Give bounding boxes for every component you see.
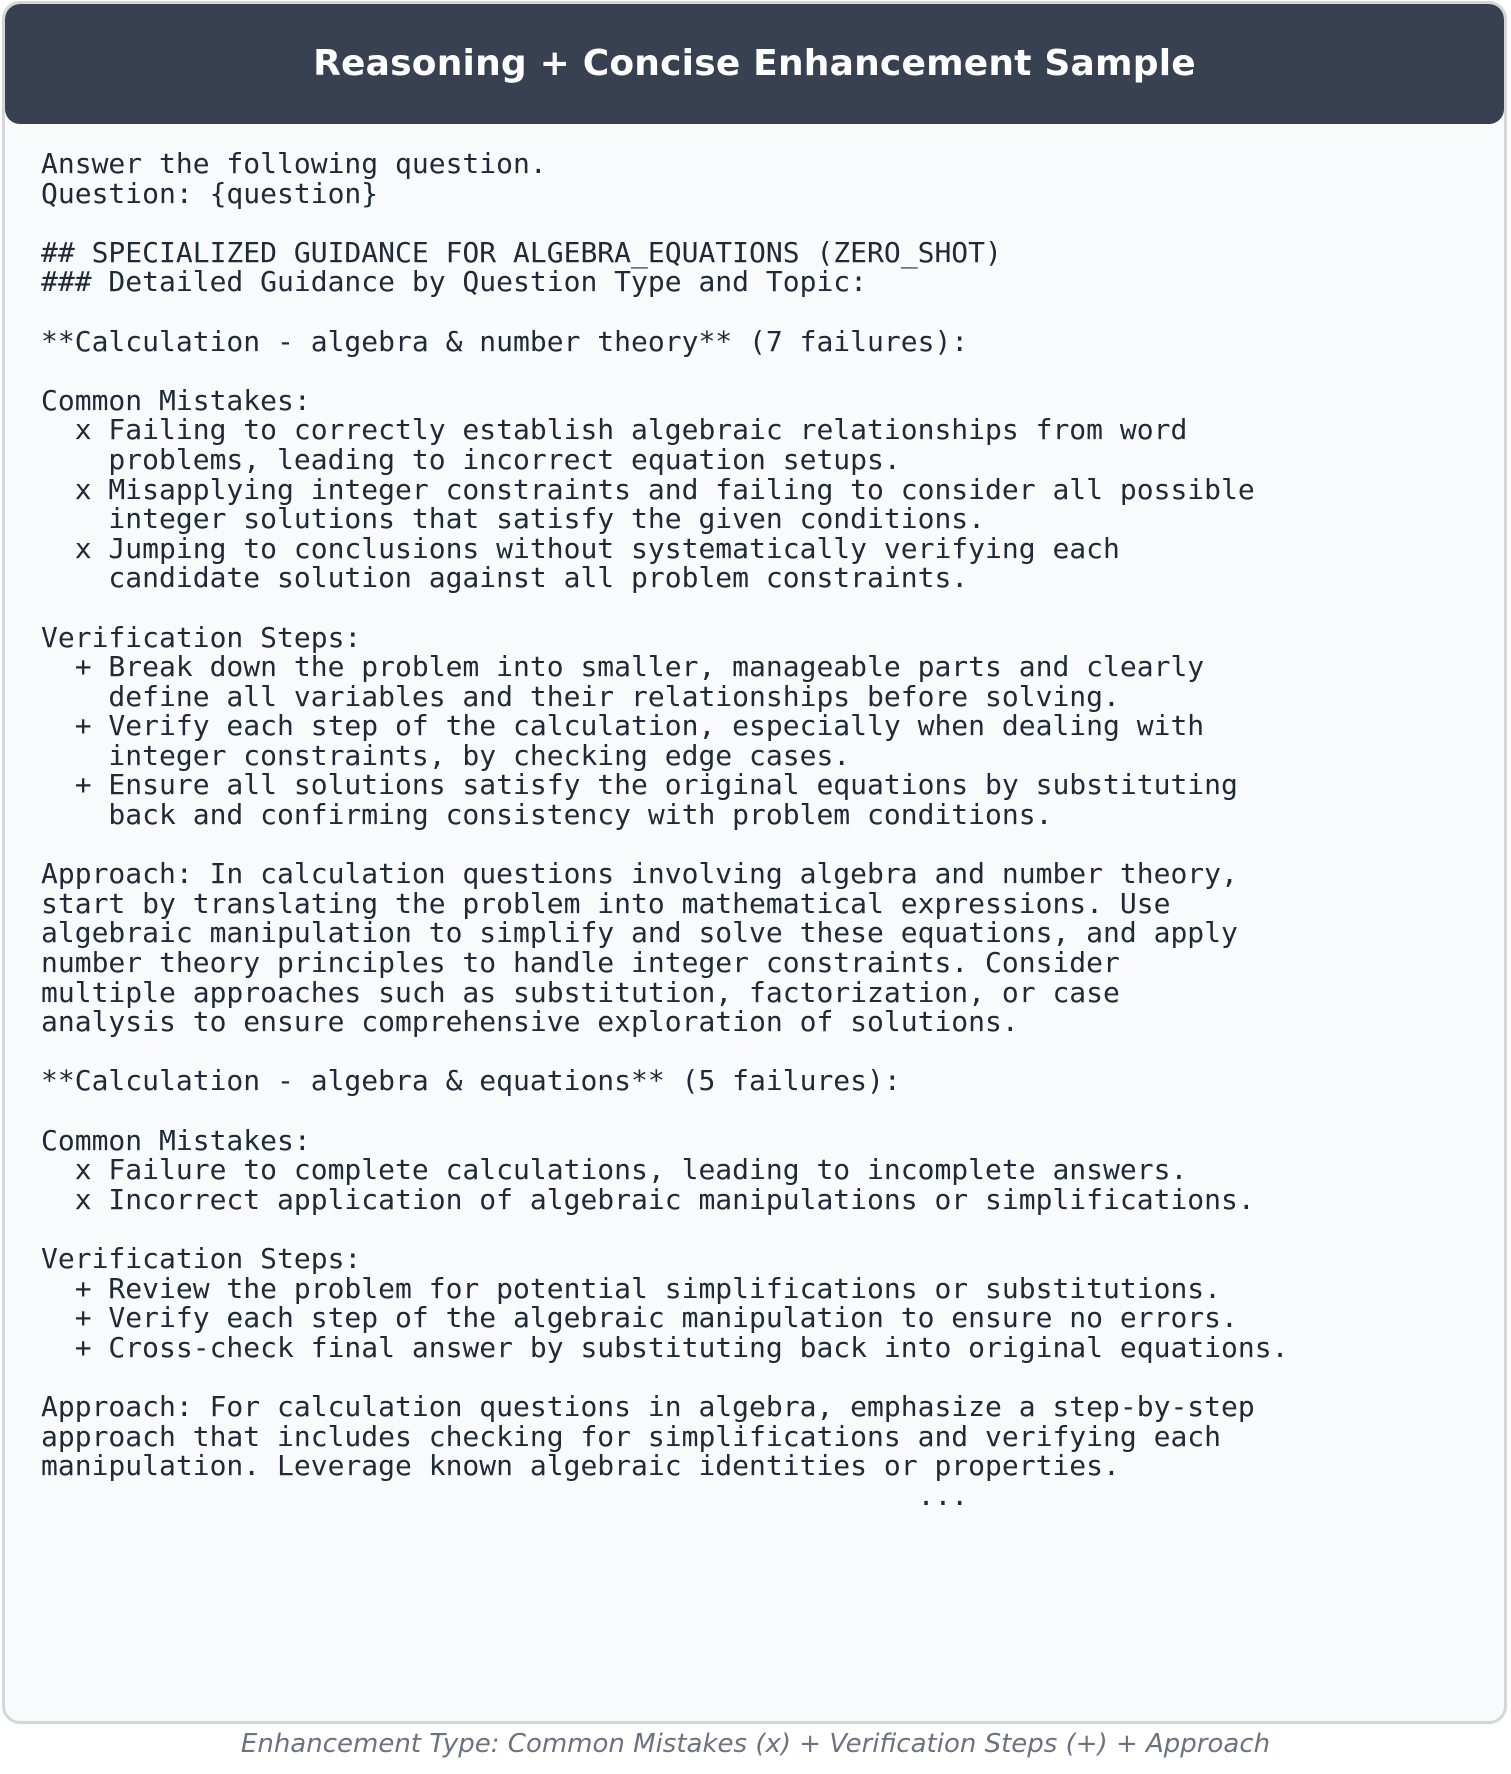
prompt-line: x Misapplying integer constraints and failing to consider all possible [41,472,1255,506]
prompt-line: Approach: For calculation questions in algebra, emphasize a step-by-step [41,1389,1255,1423]
prompt-line [41,1214,1288,1244]
card-title: Reasoning + Concise Enhancement Sample [313,42,1196,84]
prompt-line: ... [41,1478,969,1512]
prompt-line [41,208,1288,238]
enhancement-type-caption: Enhancement Type: Common Mistakes (x) + Verification Steps (+) + Approach [240,1729,1271,1759]
prompt-line: Common Mistakes: [41,383,311,417]
prompt-line: x Incorrect application of algebraic manipulations or simplifications. [41,1182,1255,1216]
prompt-card [2,1,1507,1724]
prompt-line: Common Mistakes: [41,1123,311,1157]
prompt-line: + Break down the problem into smaller, manageable parts and clearly [41,650,1205,684]
prompt-line: problems, leading to incorrect equation setups. [41,442,901,476]
prompt-line: + Verify each step of the algebraic manipulation to ensure no errors. [41,1301,1238,1335]
prompt-line: + Review the problem for potential simplifications or substitutions. [41,1271,1222,1305]
prompt-line: x Failure to complete calculations, leading to incomplete answers. [41,1153,1188,1187]
prompt-line [41,830,1288,860]
prompt-line: **Calculation - algebra & number theory** (7 failures): [41,324,969,358]
prompt-line: integer constraints, by checking edge cases. [41,738,851,772]
prompt-line: + Verify each step of the calculation, especially when dealing with [41,709,1205,743]
prompt-line: integer solutions that satisfy the given conditions. [41,502,986,536]
prompt-line: Answer the following question. [41,147,547,180]
prompt-line [41,1362,1288,1392]
prompt-text-block [41,149,1288,1510]
prompt-line: start by translating the problem into mathematical expressions. Use [41,886,1171,920]
prompt-line: Verification Steps: [41,1241,362,1275]
prompt-line [41,1037,1288,1067]
prompt-line [41,593,1288,623]
card-header [5,4,1504,124]
prompt-line: Question: {question} [41,176,379,210]
prompt-line [41,1096,1288,1126]
prompt-line: + Ensure all solutions satisfy the original equations by substituting [41,768,1238,802]
prompt-line [41,297,1288,327]
prompt-line [41,356,1288,386]
prompt-line: x Failing to correctly establish algebraic relationships from word [41,413,1188,447]
prompt-line: approach that includes checking for simplifications and verifying each [41,1419,1222,1453]
prompt-line: candidate solution against all problem constraints. [41,561,969,595]
prompt-line: Approach: In calculation questions involving algebra and number theory, [41,857,1238,891]
prompt-line: ### Detailed Guidance by Question Type and Topic: [41,265,868,299]
prompt-line: back and confirming consistency with problem conditions. [41,798,1053,832]
prompt-line: x Jumping to conclusions without systematically verifying each [41,531,1120,565]
prompt-line: multiple approaches such as substitution, factorization, or case [41,975,1120,1009]
prompt-line: manipulation. Leverage known algebraic identities or properties. [41,1449,1120,1483]
prompt-line: ## SPECIALIZED GUIDANCE FOR ALGEBRA_EQUATIONS (ZERO_SHOT) [41,235,1002,269]
prompt-line: algebraic manipulation to simplify and solve these equations, and apply [41,916,1238,950]
prompt-line: **Calculation - algebra & equations** (5 failures): [41,1064,901,1098]
prompt-line: define all variables and their relationships before solving. [41,679,1120,713]
prompt-line: + Cross-check final answer by substituting back into original equations. [41,1330,1289,1364]
prompt-line: Verification Steps: [41,620,362,654]
prompt-line: analysis to ensure comprehensive exploration of solutions. [41,1005,1019,1039]
prompt-line: number theory principles to handle integer constraints. Consider [41,946,1120,980]
